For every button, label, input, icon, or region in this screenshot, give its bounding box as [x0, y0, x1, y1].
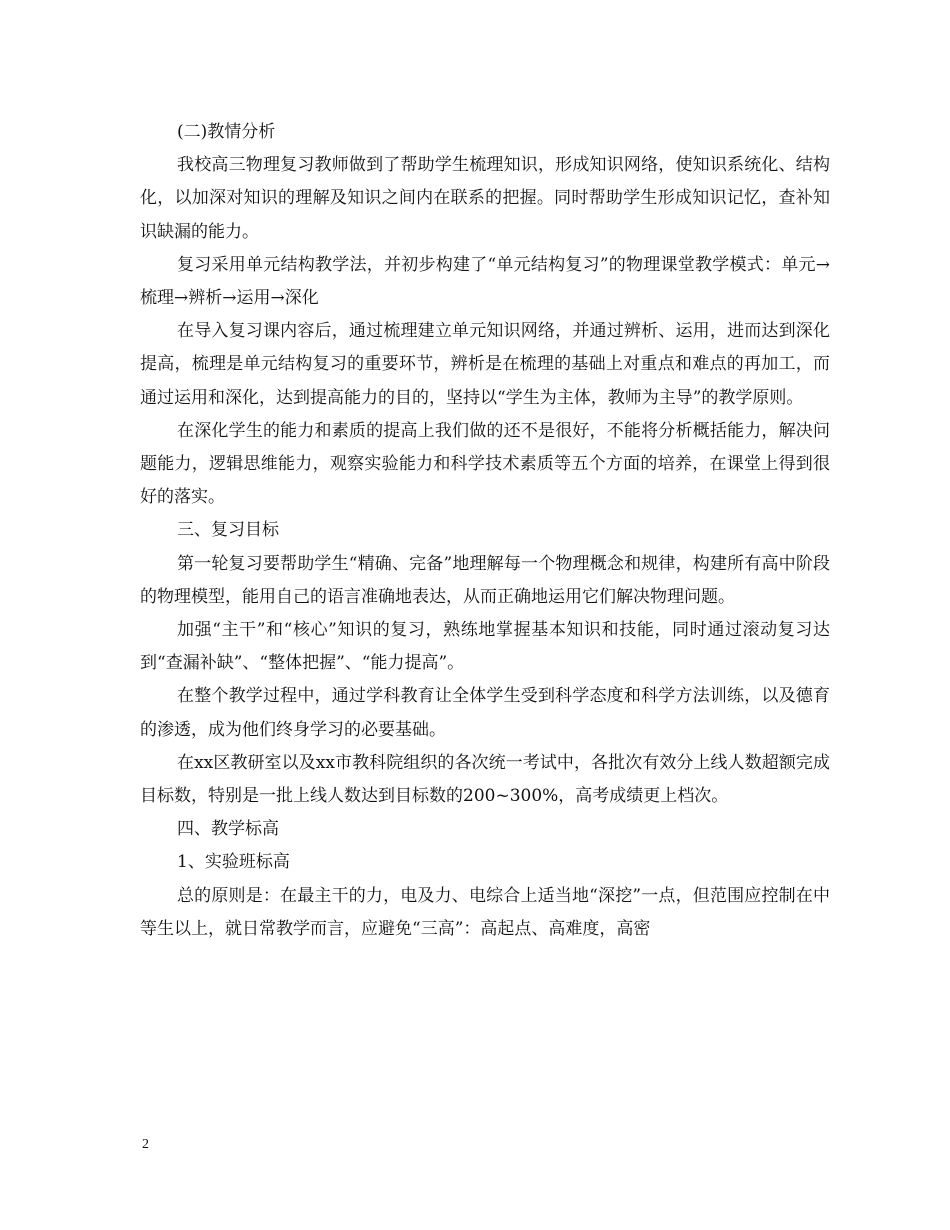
section-heading-teaching-standards: 四、教学标高: [177, 819, 279, 840]
paragraph: 加强“主干”和“核心”知识的复习，熟练地掌握基本知识和技能，同时通过滚动复习达到“查漏补缺”、“整体把握”、“能力提高”。: [140, 620, 830, 674]
subsection-heading-experimental-class: 1、实验班标高: [177, 852, 290, 873]
document-body: [140, 116, 830, 946]
paragraph: 在整个教学过程中，通过学科教育让全体学生受到科学态度和科学方法训练，以及德育的渗透，成为他们终身学习的必要基础。: [140, 686, 830, 740]
paragraph: 第一轮复习要帮助学生“精确、完备”地理解每一个物理概念和规律，构建所有高中阶段的物理模型，能用自己的语言准确地表达，从而正确地运用它们解决物理问题。: [140, 553, 830, 607]
paragraph: 在导入复习课内容后，通过梳理建立单元知识网络，并通过辨析、运用，进而达到深化提高，梳理是单元结构复习的重要环节，辨析是在梳理的基础上对重点和难点的再加工，而通过运用和深化，达到提高能力的目的，坚持以“学生为主体，教师为主导”的教学原则。: [140, 321, 830, 408]
paragraph: 在深化学生的能力和素质的提高上我们做的还不是很好，不能将分析概括能力，解决问题能力，逻辑思维能力，观察实验能力和科学技术素质等五个方面的培养，在课堂上得到很好的落实。: [140, 420, 830, 508]
paragraph: 在xx区教研室以及xx市教科院组织的各次统一考试中，各批次有效分上线人数超额完成目标数，特别是一批上线人数达到目标数的200~300%，高考成绩更上档次。: [140, 752, 830, 807]
section-heading-review-goals: 三、复习目标: [177, 520, 279, 541]
page-number: 2: [142, 1137, 149, 1152]
paragraph: 复习采用单元结构教学法，并初步构建了“单元结构复习”的物理课堂教学模式：单元→梳理→辨析→运用→深化: [140, 254, 830, 309]
section-heading-teaching-analysis: (二)教情分析: [177, 122, 276, 142]
paragraph: 我校高三物理复习教师做到了帮助学生梳理知识，形成知识网络，使知识系统化、结构化，以加深对知识的理解及知识之间内在联系的把握。同时帮助学生形成知识记忆，查补知识缺漏的能力。: [140, 155, 830, 242]
paragraph: 总的原则是：在最主干的力，电及力、电综合上适当地“深挖”一点，但范围应控制在中等生以上，就日常教学而言，应避免“三高”：高起点、高难度，高密: [140, 885, 830, 939]
